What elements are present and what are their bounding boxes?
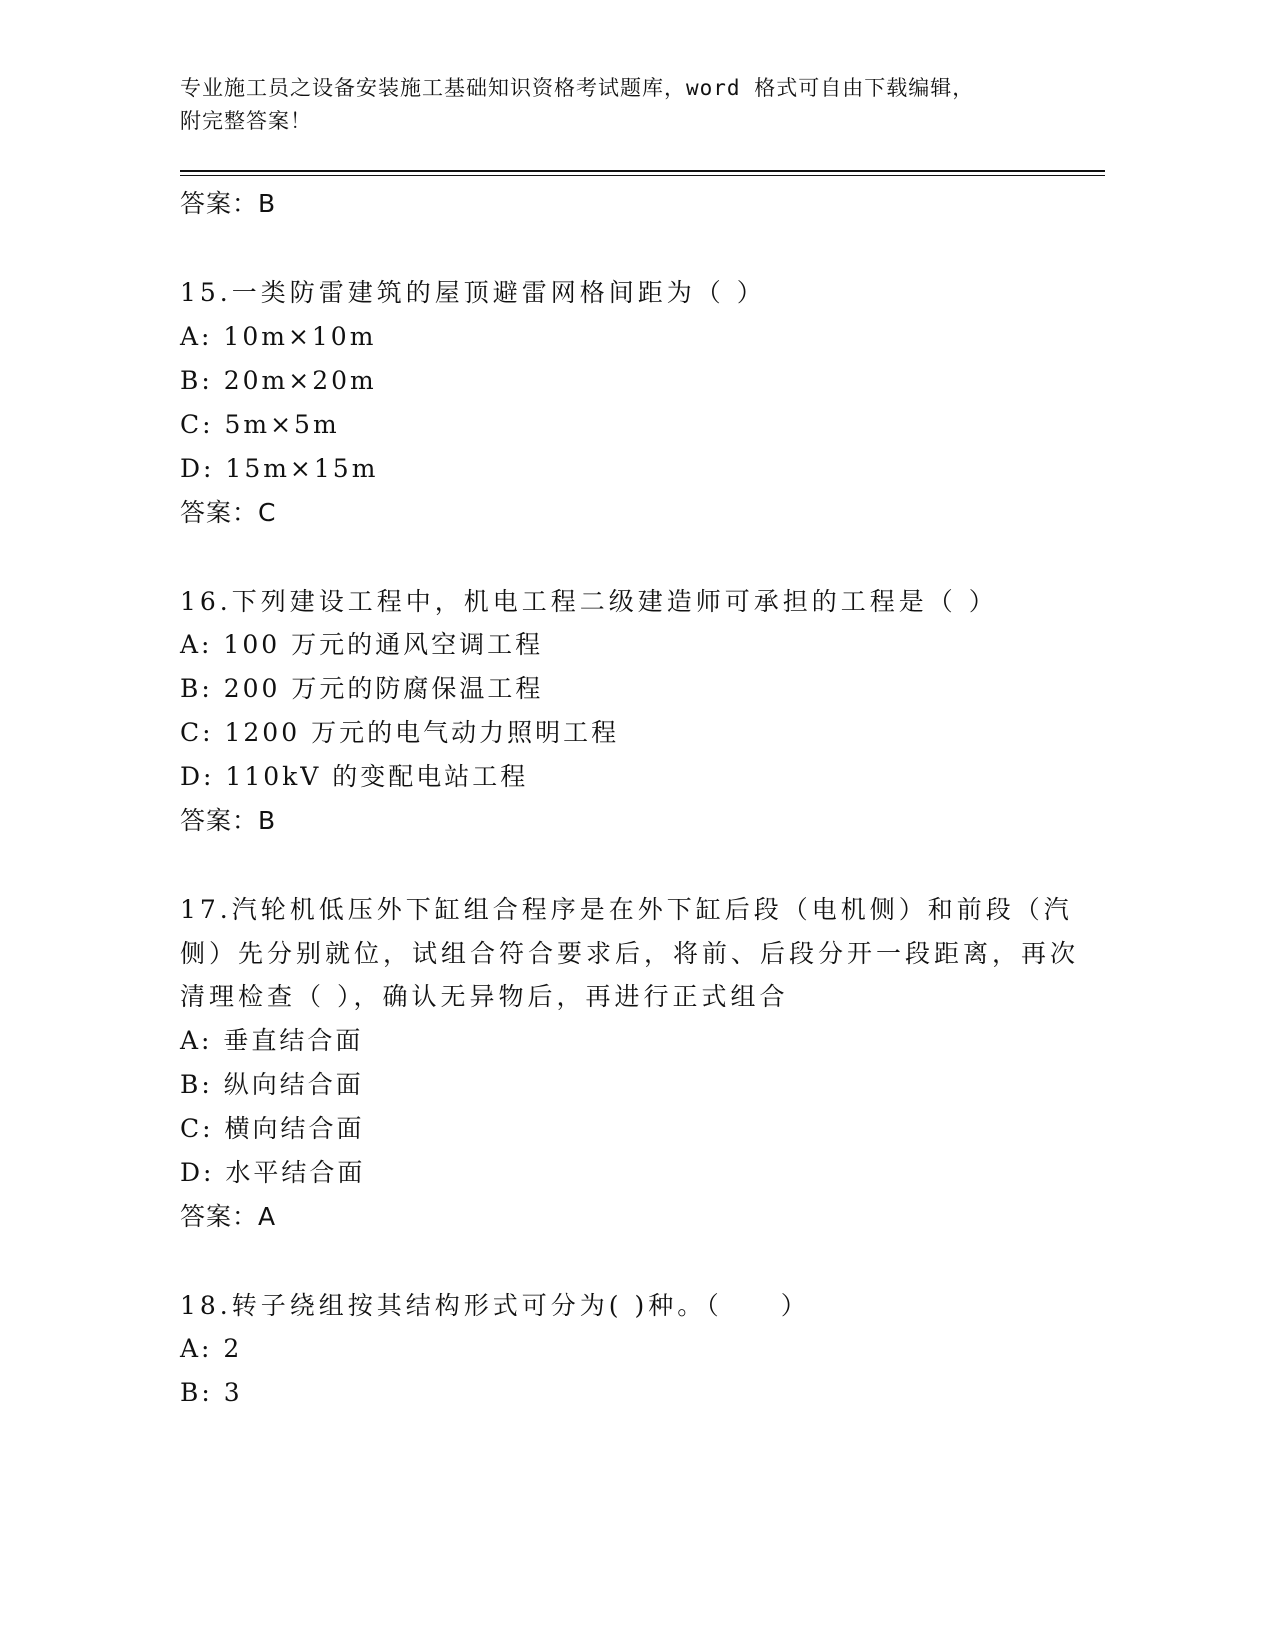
header-divider-thick	[180, 170, 1105, 172]
option-d: D: 15m×15m	[180, 453, 379, 483]
question-answer: 答案：A	[180, 1201, 277, 1231]
question-text: 15.一类防雷建筑的屋顶避雷网格间距为（ ）	[180, 278, 766, 307]
option-c: C: 横向结合面	[180, 1113, 365, 1143]
option-b: B: 3	[180, 1378, 243, 1407]
question-text: 18.转子绕组按其结构形式可分为( )种。（ ）	[180, 1290, 810, 1320]
question-15	[180, 271, 1080, 535]
option-c: C: 1200 万元的电气动力照明工程	[180, 718, 620, 747]
question-answer: 答案：C	[180, 497, 277, 527]
option-b: B: 200 万元的防腐保温工程	[180, 674, 544, 703]
option-b: B: 纵向结合面	[180, 1069, 364, 1099]
option-d: D: 水平结合面	[180, 1157, 366, 1187]
header-divider-thin	[180, 175, 1105, 176]
option-c: C: 5m×5m	[180, 409, 340, 439]
previous-answer: 答案：B	[180, 189, 277, 218]
option-d: D: 110kV 的变配电站工程	[180, 762, 529, 791]
document-header	[180, 72, 1060, 138]
option-a: A: 10m×10m	[180, 321, 377, 351]
question-text: 17.汽轮机低压外下缸组合程序是在外下缸后段（电机侧）和前段（汽侧）先分别就位，试组合符合要求后，将前、后段分开一段距离，再次清理检查（ ），确认无异物后，再进行正式组合	[180, 895, 1080, 1011]
question-16	[180, 580, 1080, 844]
question-18	[180, 1284, 1080, 1416]
question-17	[180, 888, 1080, 1239]
header-line-1: 专业施工员之设备安装施工基础知识资格考试题库，word 格式可自由下载编辑，	[180, 76, 975, 100]
question-list	[180, 182, 1080, 1415]
question-text: 16.下列建设工程中，机电工程二级建造师可承担的工程是（ ）	[180, 586, 998, 616]
header-line-2: 附完整答案！	[180, 109, 312, 133]
option-b: B: 20m×20m	[180, 365, 377, 395]
option-a: A: 100 万元的通风空调工程	[180, 630, 544, 659]
option-a: A: 2	[180, 1334, 243, 1363]
option-a: A: 垂直结合面	[180, 1025, 364, 1055]
question-answer: 答案：B	[180, 806, 277, 835]
